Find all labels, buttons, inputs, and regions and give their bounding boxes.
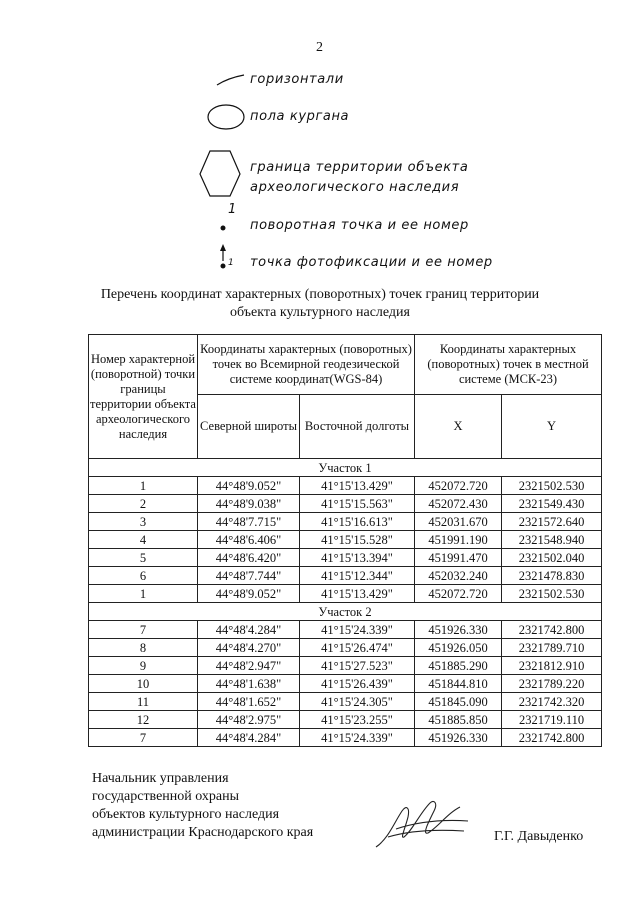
y-coordinate-cell: 2321719.110 [502, 711, 602, 729]
table-row [89, 693, 602, 711]
section-title: Участок 2 [89, 603, 602, 621]
x-coordinate-cell: 452072.720 [415, 477, 502, 495]
point-number-cell: 10 [89, 675, 198, 693]
boundary-hexagon-icon [198, 150, 248, 200]
north-latitude-cell: 44°48'2.975" [198, 711, 300, 729]
table-row [89, 513, 602, 531]
x-coordinate-cell: 452072.430 [415, 495, 502, 513]
north-latitude-cell: 44°48'9.038" [198, 495, 300, 513]
x-coordinate-cell: 451885.290 [415, 657, 502, 675]
north-latitude-cell: 44°48'4.284" [198, 621, 300, 639]
north-latitude-cell: 44°48'6.420" [198, 549, 300, 567]
east-longitude-cell: 41°15'26.439" [300, 675, 415, 693]
table-row [89, 585, 602, 603]
y-coordinate-cell: 2321502.530 [502, 585, 602, 603]
north-latitude-cell: 44°48'9.052" [198, 477, 300, 495]
y-coordinate-cell: 2321812.910 [502, 657, 602, 675]
x-coordinate-cell: 451885.850 [415, 711, 502, 729]
x-coordinate-cell: 451844.810 [415, 675, 502, 693]
table-row [89, 477, 602, 495]
east-longitude-cell: 41°15'15.563" [300, 495, 415, 513]
section-title: Участок 1 [89, 459, 602, 477]
section-row [89, 459, 602, 477]
signature-title-line: администрации Краснодарского края [92, 825, 314, 840]
point-number-cell: 8 [89, 639, 198, 657]
y-coordinate-cell: 2321502.530 [502, 477, 602, 495]
point-number-cell: 7 [89, 729, 198, 747]
north-latitude-cell: 44°48'9.052" [198, 585, 300, 603]
x-coordinate-cell: 452072.720 [415, 585, 502, 603]
signature-title-line: объектов культурного наследия [92, 807, 280, 822]
header-wgs: Координаты характерных (поворотных) точек во Всемирной геодезической системе координат(WGS-84) [198, 335, 415, 395]
point-number-cell: 11 [89, 693, 198, 711]
east-longitude-cell: 41°15'27.523" [300, 657, 415, 675]
point-number-cell: 7 [89, 621, 198, 639]
table-row [89, 567, 602, 585]
header-point-number: Номер характерной (поворотной) точки границы территории объекта археологического наследия [89, 335, 198, 459]
east-longitude-cell: 41°15'12.344" [300, 567, 415, 585]
table-row [89, 621, 602, 639]
east-longitude-cell: 41°15'24.339" [300, 621, 415, 639]
east-longitude-cell: 41°15'13.429" [300, 477, 415, 495]
east-longitude-cell: 41°15'24.339" [300, 729, 415, 747]
y-coordinate-cell: 2321502.040 [502, 549, 602, 567]
header-msk: Координаты характерных (поворотных) точек в местной системе (МСК-23) [415, 335, 602, 395]
north-latitude-cell: 44°48'2.947" [198, 657, 300, 675]
point-number-cell: 5 [89, 549, 198, 567]
turning-point-dot [198, 204, 248, 240]
table-row [89, 657, 602, 675]
x-coordinate-cell: 452032.240 [415, 567, 502, 585]
signature-title-line: Начальник управления [92, 771, 229, 786]
y-coordinate-cell: 2321742.320 [502, 693, 602, 711]
photo-point-number: 1 [228, 258, 234, 268]
signature-name: Г.Г. Давыденко [494, 829, 584, 844]
x-coordinate-cell: 451991.470 [415, 549, 502, 567]
y-coordinate-cell: 2321548.940 [502, 531, 602, 549]
point-number-cell: 6 [89, 567, 198, 585]
header-x: X [415, 395, 502, 459]
x-coordinate-cell: 451926.330 [415, 729, 502, 747]
north-latitude-cell: 44°48'4.284" [198, 729, 300, 747]
y-coordinate-cell: 2321549.430 [502, 495, 602, 513]
point-number-cell: 9 [89, 657, 198, 675]
point-number-cell: 1 [89, 477, 198, 495]
east-longitude-cell: 41°15'23.255" [300, 711, 415, 729]
east-longitude-cell: 41°15'24.305" [300, 693, 415, 711]
x-coordinate-cell: 451926.050 [415, 639, 502, 657]
section-row [89, 603, 602, 621]
photo-point-arrow [198, 244, 248, 280]
table-row [89, 675, 602, 693]
coordinates-table [88, 334, 602, 747]
table-row [89, 531, 602, 549]
legend-label-photo-point: точка фотофиксации и ее номер [250, 255, 493, 270]
north-latitude-cell: 44°48'1.638" [198, 675, 300, 693]
contour-line-icon [198, 66, 248, 96]
table-title-line1: Перечень координат характерных (поворотных) точек границ территории [100, 287, 540, 302]
x-coordinate-cell: 451845.090 [415, 693, 502, 711]
table-row [89, 729, 602, 747]
point-number-cell: 12 [89, 711, 198, 729]
header-east: Восточной долготы [300, 395, 415, 459]
table-body [89, 459, 602, 747]
y-coordinate-cell: 2321572.640 [502, 513, 602, 531]
legend-label-contours: горизонтали [250, 72, 344, 87]
x-coordinate-cell: 451991.190 [415, 531, 502, 549]
legend-label-boundary-line2: археологического наследия [250, 180, 460, 195]
point-number-cell: 3 [89, 513, 198, 531]
table-title [60, 286, 580, 322]
signature-title [92, 770, 313, 842]
east-longitude-cell: 41°15'15.528" [300, 531, 415, 549]
legend-label-mound-field: пола кургана [250, 109, 350, 124]
page-number: 2 [316, 40, 323, 55]
table-row [89, 549, 602, 567]
y-coordinate-cell: 2321742.800 [502, 729, 602, 747]
east-longitude-cell: 41°15'13.394" [300, 549, 415, 567]
point-number-cell: 1 [89, 585, 198, 603]
turning-point-icon [198, 204, 248, 240]
east-longitude-cell: 41°15'16.613" [300, 513, 415, 531]
legend-label-turning-point: поворотная точка и ее номер [250, 218, 469, 233]
header-north: Северной широты [198, 395, 300, 459]
north-latitude-cell: 44°48'7.715" [198, 513, 300, 531]
mound-field-oval-icon [198, 102, 248, 136]
y-coordinate-cell: 2321789.220 [502, 675, 602, 693]
north-latitude-cell: 44°48'4.270" [198, 639, 300, 657]
north-latitude-cell: 44°48'6.406" [198, 531, 300, 549]
legend-label-boundary [250, 158, 468, 198]
y-coordinate-cell: 2321789.710 [502, 639, 602, 657]
east-longitude-cell: 41°15'13.429" [300, 585, 415, 603]
header-y: Y [502, 395, 602, 459]
y-coordinate-cell: 2321478.830 [502, 567, 602, 585]
east-longitude-cell: 41°15'26.474" [300, 639, 415, 657]
x-coordinate-cell: 451926.330 [415, 621, 502, 639]
table-row [89, 639, 602, 657]
table-title-line2: объекта культурного наследия [230, 305, 410, 320]
x-coordinate-cell: 452031.670 [415, 513, 502, 531]
y-coordinate-cell: 2321742.800 [502, 621, 602, 639]
north-latitude-cell: 44°48'1.652" [198, 693, 300, 711]
table-row [89, 495, 602, 513]
north-latitude-cell: 44°48'7.744" [198, 567, 300, 585]
point-number-cell: 4 [89, 531, 198, 549]
photo-point-icon [198, 244, 248, 280]
table-row [89, 711, 602, 729]
handwritten-signature [368, 793, 478, 853]
signature-title-line: государственной охраны [92, 789, 240, 804]
turning-point-number: 1 [228, 202, 237, 217]
legend-label-boundary-line1: граница территории объекта [250, 160, 469, 175]
point-number-cell: 2 [89, 495, 198, 513]
